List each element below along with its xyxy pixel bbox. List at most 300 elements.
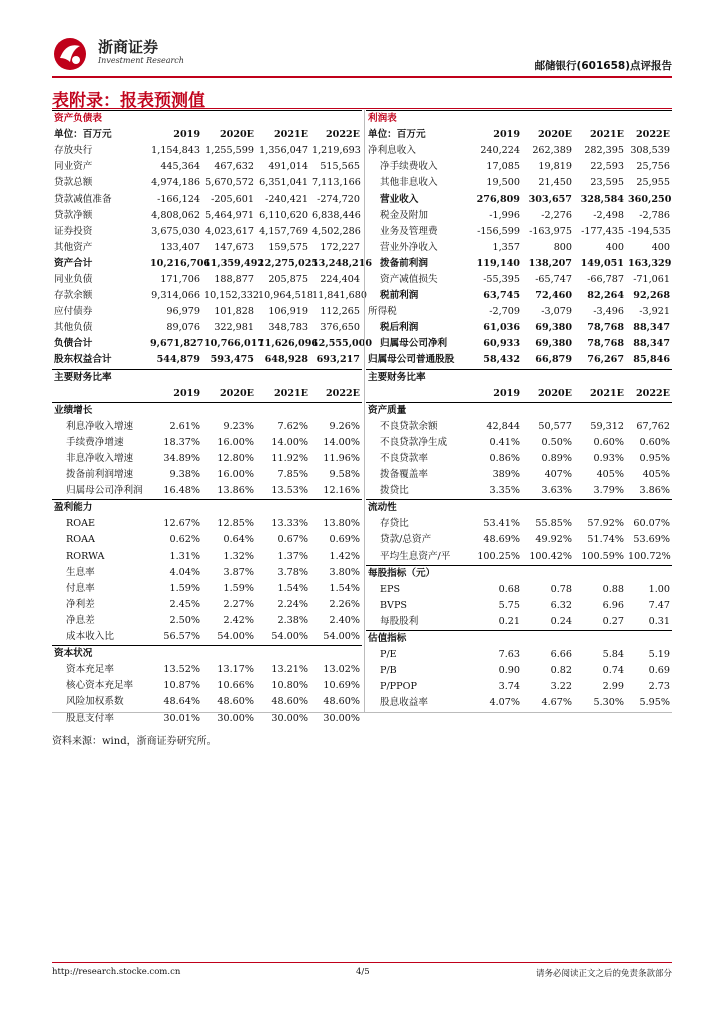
footer-divider (52, 962, 672, 963)
table-row (366, 631, 672, 648)
table-cell: 88,347 (633, 338, 670, 350)
row-label: 负债合计 (54, 338, 93, 350)
table-cell: -3,496 (593, 306, 624, 318)
table-cell: 10,216,706 (150, 257, 211, 269)
table-cell: 12.16% (323, 485, 360, 497)
table-cell: 1.31% (169, 550, 200, 562)
row-label: 盈利能力 (52, 500, 148, 517)
table-cell: 149,051 (580, 257, 624, 269)
table-cell: 23,595 (590, 177, 624, 189)
table-row (52, 516, 362, 532)
footer-url[interactable]: http://research.stocke.com.cn (52, 967, 181, 977)
table-cell: 2022E (325, 129, 360, 141)
table-cell (256, 111, 310, 128)
row-label: 其他资产 (54, 241, 93, 253)
table-cell: 3.63% (541, 485, 572, 497)
table-cell: 78,768 (587, 338, 624, 350)
table-row (366, 320, 672, 336)
table-row (366, 516, 672, 532)
table-cell (256, 646, 310, 663)
table-cell: 2021E (273, 129, 308, 141)
table-cell: 9,314,066 (151, 290, 200, 302)
table-cell (470, 500, 522, 517)
row-label: 贷款净额 (54, 209, 93, 221)
row-label: 不良贷款余额 (380, 420, 438, 432)
row-label: 平均生息资产/平 (380, 550, 451, 562)
table-cell: 100.72% (628, 550, 671, 562)
table-cell: 0.86% (489, 453, 520, 465)
table-cell: 54.00% (271, 631, 308, 643)
table-cell: 405% (642, 469, 670, 481)
row-label: 估值指标 (366, 631, 470, 648)
table-cell: 0.21 (498, 615, 520, 627)
table-cell: 0.69 (648, 665, 670, 677)
table-cell: 224,404 (320, 273, 360, 285)
table-row (52, 256, 362, 272)
row-label: 净息差 (66, 614, 95, 626)
header-divider (52, 76, 672, 78)
table-cell: 163,329 (628, 257, 672, 269)
table-cell: 13.53% (271, 485, 308, 497)
table-row (52, 532, 362, 548)
row-label: 资产合计 (54, 257, 93, 269)
table-cell: 9.38% (169, 469, 200, 481)
table-cell: 0.69% (329, 534, 360, 546)
table-cell: -194,535 (628, 225, 671, 237)
table-cell: 1.54% (329, 582, 360, 594)
table-row (366, 598, 672, 614)
table-cell: 57.92% (587, 518, 624, 530)
table-cell (626, 631, 672, 648)
table-row (366, 272, 672, 288)
table-row (366, 288, 672, 304)
table-cell: 2.73 (648, 681, 670, 693)
row-label: 同业负债 (54, 273, 93, 285)
table-cell: 5.30% (593, 697, 624, 709)
table-cell: 66,879 (522, 352, 574, 369)
table-row (366, 467, 672, 483)
table-cell (522, 565, 574, 582)
row-label: RORWA (66, 550, 105, 562)
table-row (52, 386, 362, 403)
table-row (366, 647, 672, 663)
table-cell: 2019 (470, 386, 522, 403)
table-cell (256, 369, 310, 386)
page-header (52, 36, 672, 76)
table-row (52, 111, 362, 128)
table-cell: 76,267 (574, 352, 626, 369)
table-row (366, 386, 672, 403)
table-cell: 328,584 (580, 193, 624, 205)
table-row (52, 483, 362, 500)
row-label: 资产负债表 (52, 111, 148, 128)
table-cell: 3,675,030 (151, 225, 200, 237)
table-cell: 49.92% (535, 534, 572, 546)
table-cell: 56.57% (163, 631, 200, 643)
table-cell (522, 711, 574, 727)
table-row (366, 369, 672, 386)
table-cell: 67,762 (636, 420, 670, 432)
footer-disclaimer: 请务必阅读正文之后的免责条款部分 (535, 969, 672, 979)
table-cell: 2.99 (602, 681, 624, 693)
row-label: 所得税 (368, 306, 397, 318)
table-cell: 16.00% (217, 469, 254, 481)
row-label: 税金及附加 (380, 209, 428, 221)
table-cell: 54.00% (217, 631, 254, 643)
table-cell: 42,844 (486, 420, 520, 432)
table-cell: 0.89% (541, 453, 572, 465)
row-label: 拨备前利润 (380, 257, 428, 269)
table-cell: 648,928 (256, 352, 310, 369)
table-cell: 2020E (537, 129, 572, 141)
table-cell (626, 565, 672, 582)
row-label: 存放央行 (54, 145, 93, 157)
table-cell: 5,670,572 (205, 177, 254, 189)
table-cell (470, 402, 522, 419)
table-row (366, 208, 672, 224)
table-row (52, 191, 362, 207)
row-label: 净利差 (66, 598, 95, 610)
table-row (52, 629, 362, 646)
table-cell: 60,933 (483, 338, 520, 350)
table-row (52, 694, 362, 710)
table-cell (522, 111, 574, 128)
table-cell: 1.59% (169, 582, 200, 594)
table-cell: 11,841,680 (312, 290, 367, 302)
table-cell: 30.01% (163, 712, 200, 724)
table-cell: 53.41% (483, 518, 520, 530)
row-label: 净利息收入 (368, 145, 416, 157)
table-row (52, 352, 362, 369)
table-cell (470, 711, 522, 727)
table-cell: 3.22 (550, 681, 572, 693)
table-cell: 106,919 (268, 306, 308, 318)
table-cell: 445,364 (160, 161, 200, 173)
table-row (366, 532, 672, 548)
table-cell: 48.60% (323, 696, 360, 708)
table-cell (522, 402, 574, 419)
table-cell: 205,875 (268, 273, 308, 285)
table-cell: 22,593 (590, 161, 624, 173)
row-label: P/B (380, 665, 397, 677)
row-label: 其他负债 (54, 322, 93, 334)
table-row (366, 191, 672, 207)
table-cell: 3.79% (593, 485, 624, 497)
table-cell: 467,632 (214, 161, 254, 173)
row-label: 资产质量 (366, 402, 470, 419)
table-cell: -66,787 (587, 273, 624, 285)
table-cell: 133,407 (160, 241, 200, 253)
table-cell: 13.33% (271, 518, 308, 530)
row-label: 利息净收入增速 (66, 420, 134, 432)
table-cell: 593,475 (202, 352, 256, 369)
table-row (366, 240, 672, 256)
table-row (52, 549, 362, 565)
row-label: 业绩增长 (52, 402, 148, 419)
row-label (366, 711, 470, 727)
table-row (366, 175, 672, 191)
table-row (52, 224, 362, 240)
table-cell: 55.85% (535, 518, 572, 530)
row-label: BVPS (380, 599, 408, 611)
table-cell: 276,809 (476, 193, 520, 205)
table-cell: 2022E (635, 129, 670, 141)
table-cell: 4,808,062 (151, 209, 200, 221)
table-cell: 69,380 (535, 338, 572, 350)
table-cell: 7.62% (277, 420, 308, 432)
table-row (52, 336, 362, 352)
row-label: 成本收入比 (66, 631, 114, 643)
table-cell: 6,838,446 (312, 209, 361, 221)
row-label: 利润表 (366, 111, 470, 128)
table-cell: 0.68 (498, 583, 520, 595)
table-cell: 14.00% (323, 436, 360, 448)
table-cell: 30.00% (323, 712, 360, 724)
table-cell (148, 111, 202, 128)
table-cell: 0.90 (498, 665, 520, 677)
table-cell (626, 402, 672, 419)
table-row (366, 336, 672, 352)
table-cell: 2021E (256, 386, 310, 403)
table-row (366, 565, 672, 582)
table-cell: 188,877 (214, 273, 254, 285)
table-cell: 13.17% (217, 664, 254, 676)
table-row (366, 435, 672, 451)
row-label: 贷款总额 (54, 177, 93, 189)
section-divider (52, 108, 672, 109)
table-cell (470, 369, 522, 386)
table-cell: 6.96 (602, 599, 624, 611)
table-cell: 61,036 (483, 322, 520, 334)
table-cell: -1,996 (489, 209, 520, 221)
table-row (52, 435, 362, 451)
table-cell: 14.00% (271, 436, 308, 448)
table-cell: 1,357 (492, 241, 520, 253)
row-label: 税前利润 (380, 290, 419, 302)
table-cell: 30.00% (217, 712, 254, 724)
table-cell: 10,152,332 (204, 290, 259, 302)
table-cell: 147,673 (214, 241, 254, 253)
table-cell: 11,626,096 (258, 338, 319, 350)
table-cell (470, 111, 522, 128)
table-cell: 88,347 (633, 322, 670, 334)
table-cell: 1.32% (223, 550, 254, 562)
table-cell: -2,709 (489, 306, 520, 318)
table-cell: 85,846 (626, 352, 672, 369)
table-cell: 0.82 (550, 665, 572, 677)
table-cell: 4.67% (541, 697, 572, 709)
data-source-note: 资料来源：wind，浙商证券研究所。 (52, 736, 217, 747)
table-cell: 72,460 (535, 290, 572, 302)
table-cell: 360,250 (628, 193, 672, 205)
table-cell: 6.66 (550, 649, 572, 661)
table-cell: 10,964,518 (258, 290, 313, 302)
table-cell: 308,539 (630, 145, 670, 157)
table-row (52, 288, 362, 304)
row-label: 营业收入 (380, 193, 419, 205)
table-row (366, 679, 672, 695)
table-cell: 3.74 (498, 681, 520, 693)
table-row (52, 581, 362, 597)
table-row (366, 711, 672, 727)
table-cell: 69,380 (535, 322, 572, 334)
table-cell: 138,207 (528, 257, 572, 269)
table-cell: 16.48% (163, 485, 200, 497)
table-cell (574, 402, 626, 419)
row-label: 流动性 (366, 500, 470, 517)
table-cell: 7,113,166 (312, 177, 361, 189)
row-label: 手续费净增速 (66, 436, 124, 448)
table-cell: 4.04% (169, 566, 200, 578)
table-cell: 693,217 (310, 352, 362, 369)
table-cell: 10,766,017 (204, 338, 265, 350)
table-cell: 53.69% (633, 534, 670, 546)
table-cell: 1.59% (223, 582, 254, 594)
table-row (52, 159, 362, 175)
table-cell (626, 500, 672, 517)
table-cell: 0.50% (541, 436, 572, 448)
row-label: 存款余额 (54, 290, 93, 302)
table-cell: 491,014 (268, 161, 308, 173)
row-label (366, 386, 470, 403)
row-label: 证券投资 (54, 225, 93, 237)
row-label: 主要财务比率 (368, 371, 426, 383)
table-cell: 25,756 (636, 161, 670, 173)
table-cell: 17,085 (486, 161, 520, 173)
row-label: P/E (380, 649, 397, 661)
row-label: 其他非息收入 (380, 177, 438, 189)
row-label: 拨备覆盖率 (380, 469, 428, 481)
table-cell: -65,747 (535, 273, 572, 285)
table-cell (626, 369, 672, 386)
table-row (366, 419, 672, 435)
table-cell: 2.26% (329, 598, 360, 610)
table-cell: 2021E (589, 129, 624, 141)
table-cell: 1.37% (277, 550, 308, 562)
table-cell: 4.07% (489, 697, 520, 709)
row-label: 股东权益合计 (52, 352, 148, 369)
row-label: 净手续费收入 (380, 161, 438, 173)
table-cell: 100.25% (477, 550, 520, 562)
table-cell (310, 111, 362, 128)
table-cell: 25,955 (636, 177, 670, 189)
table-row (52, 304, 362, 320)
table-cell: 0.93% (593, 453, 624, 465)
row-label: 贷款/总资产 (380, 534, 432, 546)
table-cell: 515,565 (320, 161, 360, 173)
table-cell: 5.84 (602, 649, 624, 661)
table-cell: 13.86% (217, 485, 254, 497)
table-cell: 13,248,216 (312, 257, 373, 269)
table-cell: 172,227 (320, 241, 360, 253)
row-label: 每股指标（元） (366, 565, 470, 582)
table-cell (522, 631, 574, 648)
table-row (52, 369, 362, 386)
table-cell: -3,079 (541, 306, 572, 318)
table-cell: 0.27 (602, 615, 624, 627)
table-cell: 51.74% (587, 534, 624, 546)
table-cell: 5.19 (648, 649, 670, 661)
row-label: 单位：百万元 (368, 129, 426, 141)
table-row (366, 695, 672, 711)
table-cell (202, 402, 256, 419)
table-cell: 0.74 (602, 665, 624, 677)
table-cell (148, 402, 202, 419)
table-row (366, 549, 672, 566)
row-label: 风险加权系数 (66, 696, 124, 708)
table-row (52, 402, 362, 419)
brand-subtitle: Investment Research (98, 56, 184, 65)
table-cell: 48.64% (163, 696, 200, 708)
row-label: 拨备前利润增速 (66, 469, 134, 481)
table-cell: 376,650 (320, 322, 360, 334)
table-row (52, 678, 362, 694)
table-cell: 4,157,769 (259, 225, 308, 237)
table-cell: 96,979 (166, 306, 200, 318)
table-cell: 9.58% (329, 469, 360, 481)
table-cell: 405% (596, 469, 624, 481)
row-label: 非息净收入增速 (66, 453, 134, 465)
table-cell: 3.35% (489, 485, 520, 497)
table-cell: 12.67% (163, 518, 200, 530)
table-cell: 12,275,025 (258, 257, 319, 269)
row-label: 核心资本充足率 (66, 680, 134, 692)
table-cell: 60.07% (633, 518, 670, 530)
table-cell: 2019 (173, 129, 200, 141)
table-cell (148, 500, 202, 517)
table-cell: 9.23% (223, 420, 254, 432)
row-label: 主要财务比率 (54, 371, 112, 383)
table-cell (470, 631, 522, 648)
table-cell: 171,706 (160, 273, 200, 285)
row-label: 归属母公司净利润 (66, 485, 143, 497)
table-cell: 13.80% (323, 518, 360, 530)
table-row (52, 613, 362, 629)
table-row (366, 483, 672, 500)
table-row (366, 256, 672, 272)
table-cell (148, 369, 202, 386)
table-cell: 544,879 (148, 352, 202, 369)
table-cell: 10.80% (271, 680, 308, 692)
table-cell: 0.60% (639, 436, 670, 448)
table-cell: 13.21% (271, 664, 308, 676)
table-cell: 11,359,492 (204, 257, 265, 269)
table-cell: 282,395 (584, 145, 624, 157)
table-cell: 1.42% (329, 550, 360, 562)
table-cell: 2.40% (329, 614, 360, 626)
table-row (52, 175, 362, 191)
table-cell: 2.45% (169, 598, 200, 610)
table-cell (626, 111, 672, 128)
table-cell: 63,745 (483, 290, 520, 302)
table-row (52, 272, 362, 288)
table-row (52, 419, 362, 435)
table-cell: 0.31 (648, 615, 670, 627)
row-label: 资产减值损失 (380, 273, 438, 285)
table-cell (310, 369, 362, 386)
row-label: 归属母公司净利 (380, 338, 448, 350)
table-cell: 19,500 (486, 177, 520, 189)
table-cell: 6.32 (550, 599, 572, 611)
table-cell: 12.85% (217, 518, 254, 530)
table-row (52, 597, 362, 613)
row-label: 归属母公司普通股股 (366, 352, 470, 369)
table-cell: 6,110,620 (259, 209, 308, 221)
table-cell: 5.75 (498, 599, 520, 611)
table-cell (202, 500, 256, 517)
table-cell: 10.66% (217, 680, 254, 692)
row-label: 付息率 (66, 582, 95, 594)
